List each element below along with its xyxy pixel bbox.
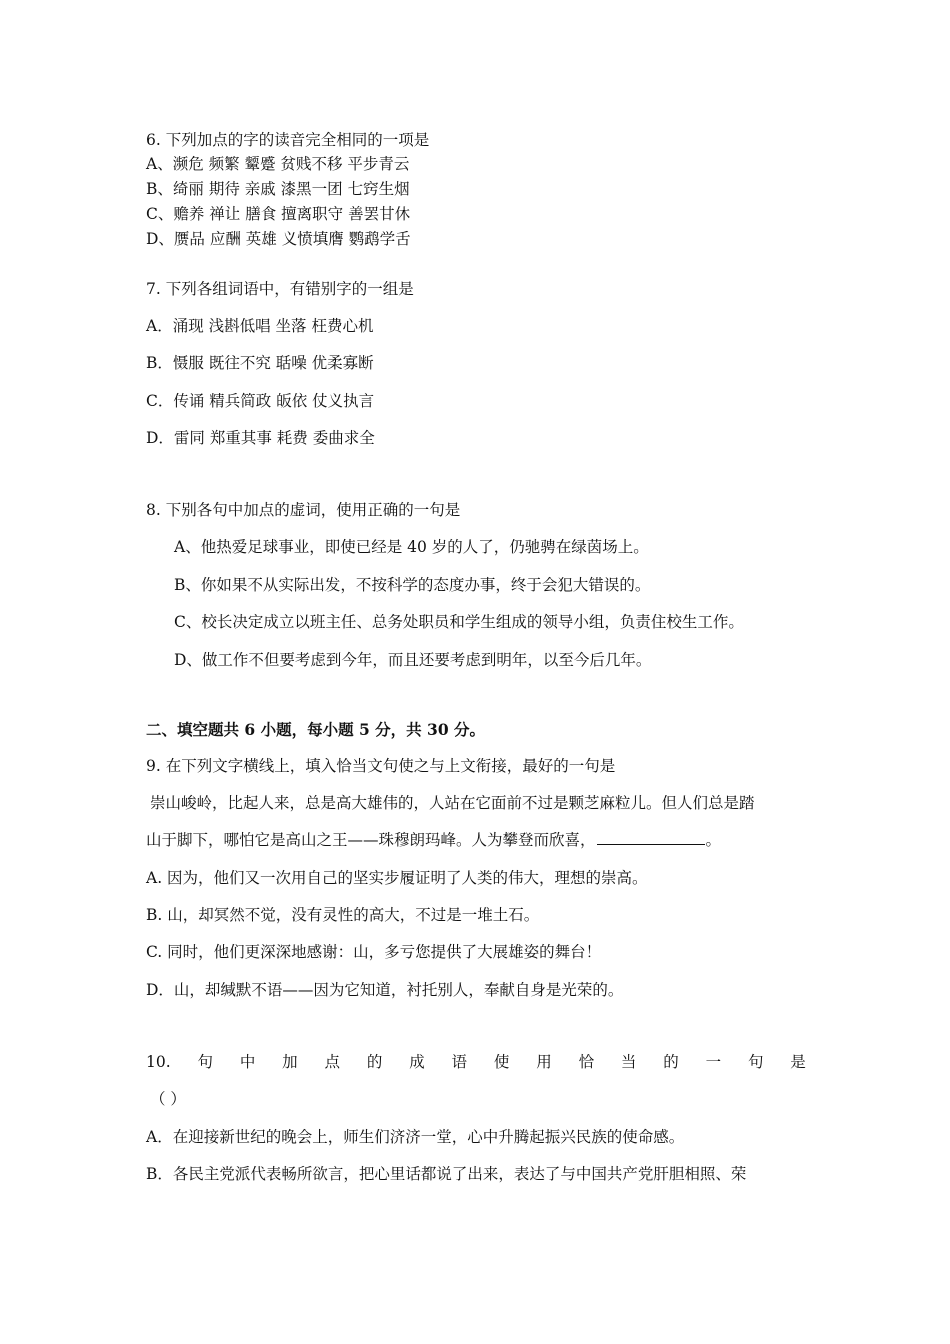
q9-answer-blank — [597, 830, 705, 845]
q10-stem-char: 一 — [705, 1053, 722, 1071]
q7-option-a: A．涌现 浅斟低唱 坐落 枉费心机 — [146, 317, 374, 335]
q10-stem-char: 当 — [620, 1053, 637, 1071]
q10-answer-paren: （ ） — [150, 1090, 186, 1108]
q10-stem-char: 句 — [197, 1053, 213, 1071]
section2-heading: 二、填空题共 6 小题，每小题 5 分，共 30 分。 — [146, 720, 486, 739]
q7-option-c: C．传诵 精兵简政 皈依 仗义执言 — [146, 392, 375, 410]
q9-passage-text: 山于脚下，哪怕它是高山之王——珠穆朗玛峰。人为攀登而欣喜， — [146, 831, 596, 849]
q6-option-c: C、赡养 禅让 膳食 擅离职守 善罢甘休 — [146, 205, 411, 223]
q10-stem-char: 中 — [239, 1053, 256, 1071]
q6-option-a: A、濒危 频繁 颦蹙 贫贱不移 平步青云 — [146, 155, 410, 173]
q10-stem-char: 句 — [747, 1053, 764, 1071]
q10-stem-char: 10. — [146, 1053, 171, 1071]
q10-stem-char: 加 — [282, 1053, 298, 1071]
q10-stem-char: 使 — [493, 1053, 510, 1071]
q9-option-a: A. 因为，他们又一次用自己的坚实步履证明了人类的伟大，理想的崇高。 — [146, 869, 648, 887]
q10-option-a: A．在迎接新世纪的晚会上，师生们济济一堂，心中升腾起振兴民族的使命感。 — [146, 1128, 685, 1146]
q6-stem: 6. 下列加点的字的读音完全相同的一项是 — [146, 131, 430, 149]
q9-option-c: C. 同时，他们更深深地感谢：山，多亏您提供了大展雄姿的舞台！ — [146, 943, 602, 961]
q10-stem-char: 是 — [790, 1053, 806, 1071]
q10-stem-char: 成 — [409, 1053, 425, 1071]
q8-stem: 8. 下别各句中加点的虚词，使用正确的一句是 — [146, 501, 461, 519]
q7-option-b: B．慑服 既往不究 聒噪 优柔寡断 — [146, 354, 374, 372]
q9-option-d: D．山，却缄默不语——因为它知道，衬托别人，奉献自身是光荣的。 — [146, 981, 624, 999]
q8-option-c: C、校长决定成立以班主任、总务处职员和学生组成的领导小组，负责住校生工作。 — [174, 613, 744, 631]
q9-option-b: B. 山，却冥然不觉，没有灵性的高大，不过是一堆土石。 — [146, 906, 540, 924]
q10-stem-char: 的 — [366, 1053, 383, 1071]
q10-stem-char: 用 — [536, 1053, 552, 1071]
q8-option-d: D、做工作不但要考虑到今年，而且还要考虑到明年，以至今后几年。 — [174, 651, 652, 669]
q10-stem-char: 恰 — [578, 1053, 595, 1071]
q9-passage-line2 — [146, 830, 721, 850]
q7-option-d: D．雷同 郑重其事 耗费 委曲求全 — [146, 429, 375, 447]
q10-stem-char: 语 — [451, 1053, 468, 1071]
q7-stem: 7. 下列各组词语中，有错别字的一组是 — [146, 280, 414, 298]
q10-stem-char: 点 — [324, 1053, 341, 1071]
q6-option-b: B、绮丽 期待 亲戚 漆黑一团 七窍生烟 — [146, 180, 410, 198]
q10-option-b: B．各民主党派代表畅所欲言，把心里话都说了出来，表达了与中国共产党肝胆相照、荣 — [146, 1165, 747, 1183]
q10-stem — [146, 1052, 806, 1072]
q8-option-b: B、你如果不从实际出发，不按科学的态度办事，终于会犯大错误的。 — [174, 576, 651, 594]
q9-passage-end: 。 — [705, 831, 722, 849]
q10-stem-char: 的 — [663, 1053, 679, 1071]
q9-passage-line1: 崇山峻岭，比起人来，总是高大雄伟的，人站在它面前不过是颗芝麻粒儿。但人们总是踏 — [150, 794, 755, 812]
q6-option-d: D、赝品 应酬 英雄 义愤填膺 鹦鹉学舌 — [146, 230, 411, 248]
q9-stem: 9. 在下列文字横线上，填入恰当文句使之与上文衔接，最好的一句是 — [146, 757, 616, 775]
q8-option-a: A、他热爱足球事业，即使已经是 40 岁的人了，仍驰骋在绿茵场上。 — [174, 538, 649, 556]
